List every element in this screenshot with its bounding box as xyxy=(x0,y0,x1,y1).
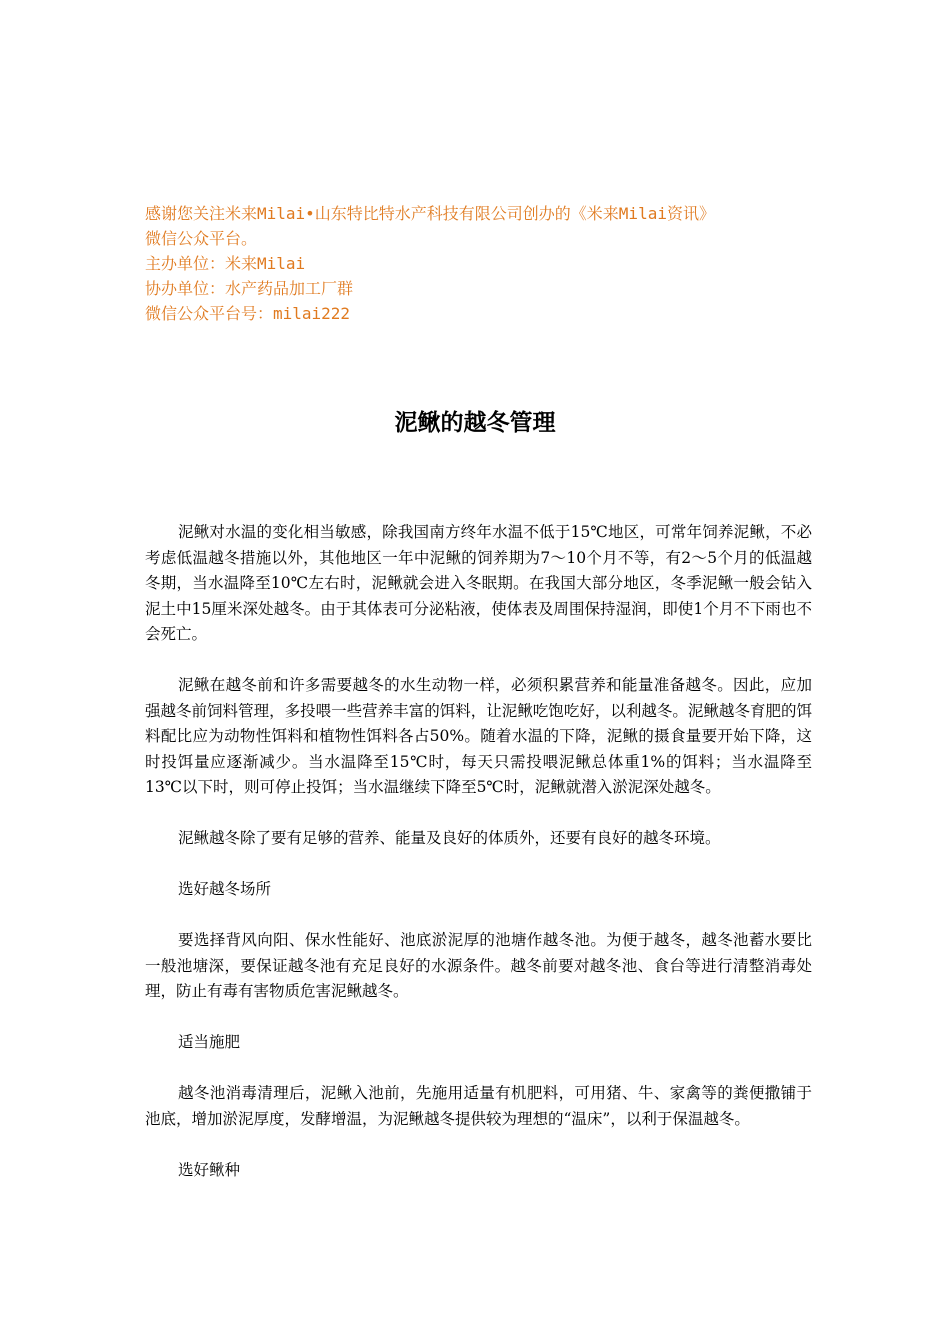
header-sponsor: 主办单位：米来Milai xyxy=(145,254,306,273)
section-text-fertilize: 越冬池消毒清理后，泥鳅入池前，先施用适量有机肥料，可用猪、牛、家禽等的粪便撒铺于池底，增加淤泥厚度，发酵增温，为泥鳅越冬提供较为理想的“温床”，以利于保温越冬。 xyxy=(145,1084,812,1128)
paragraph-intro: 泥鳅对水温的变化相当敏感，除我国南方终年水温不低于15℃地区，可常年饲养泥鳅，不必考虑低温越冬措施以外，其他地区一年中泥鳅的饲养期为7～10个月不等，有2～5个月的低温越冬期，当水温降至10℃左右时，泥鳅就会进入冬眠期。在我国大部分地区，冬季泥鳅一般会钻入泥土中15厘米深处越冬。由于其体表可分泌粘液，使体表及周围保持湿润，即使1个月不下雨也不会死亡。 xyxy=(145,523,812,643)
section-heading-site: 选好越冬场所 xyxy=(178,880,272,898)
paragraph-feeding: 泥鳅在越冬前和许多需要越冬的水生动物一样，必须积累营养和能量准备越冬。因此，应加强越冬前饲料管理，多投喂一些营养丰富的饵料，让泥鳅吃饱吃好，以利越冬。泥鳅越冬育肥的饵料配比应为动物性饵料和植物性饵料各占50%。随着水温的下降，泥鳅的摄食量要开始下降，这时投饵量应逐渐减少。当水温降至15℃时，每天只需投喂泥鳅总体重1%的饵料；当水温降至13℃以下时，则可停止投饵；当水温继续下降至5℃时，泥鳅就潜入淤泥深处越冬。 xyxy=(145,676,812,796)
header-intro-line-1: 感谢您关注米来Milai•山东特比特水产科技有限公司创办的《米来Milai资讯》 xyxy=(145,204,715,223)
header-intro-line-2: 微信公众平台。 xyxy=(145,229,258,248)
article-title: 泥鳅的越冬管理 xyxy=(394,409,556,436)
article-body xyxy=(145,520,812,1209)
section-heading-fry: 选好鳅种 xyxy=(178,1160,241,1179)
section-heading-fertilize: 适当施肥 xyxy=(178,1033,241,1051)
header-wechat-id: 微信公众平台号：milai222 xyxy=(145,304,351,323)
paragraph-environment: 泥鳅越冬除了要有足够的营养、能量及良好的体质外，还要有良好的越冬环境。 xyxy=(178,829,721,847)
section-text-site: 要选择背风向阳、保水性能好、池底淤泥厚的池塘作越冬池。为便于越冬，越冬池蓄水要比一般池塘深，要保证越冬池有充足良好的水源条件。越冬前要对越冬池、食台等进行清整消毒处理，防止有毒有害物质危害泥鳅越冬。 xyxy=(145,931,812,1000)
header-co-sponsor: 协办单位：水产药品加工厂群 xyxy=(145,279,354,298)
publisher-header xyxy=(145,201,825,326)
